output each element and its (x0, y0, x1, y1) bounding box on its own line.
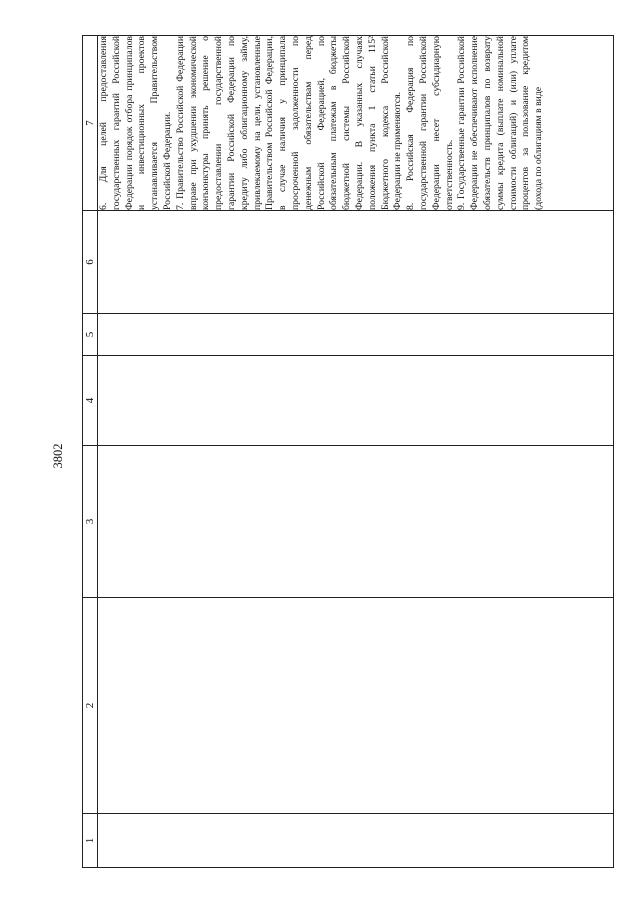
column-header: 7 (83, 36, 98, 211)
column-header: 4 (83, 356, 98, 446)
table-row (98, 36, 614, 868)
table-cell (98, 356, 614, 446)
table-cell (98, 446, 614, 598)
column-header: 2 (83, 598, 98, 814)
page-number: 3802 (51, 443, 65, 469)
paragraph-8: 8. Российская Федерация по государственной гарантии Российской Федерации несет субсидиарную ответственность. (405, 36, 455, 210)
table-cell (98, 598, 614, 814)
column-header: 3 (83, 446, 98, 598)
rotated-page (82, 36, 612, 868)
table-cell (98, 211, 614, 314)
paragraph-6: 6. Для целей предоставления государственных гарантий Российской Федерации порядок отбора принципалов и инвестиционных проектов устанавливается Правительством Российской Федерации. (98, 36, 173, 210)
column-header: 5 (83, 314, 98, 356)
column-header: 1 (83, 814, 98, 868)
paragraph-7: 7. Правительство Российской Федерации вправе при ухудшении экономической конъюнктуры принять решение о предоставлении государственной гарантии Российской Федерации по кредиту либо облигационному займу, привлекаемому на цели, установленные Правительством Российской Федерации, в случае наличия у принципала просроченной задолженности по денежным обязательствам перед Российской Федерацией, по обязательным платежам в бюджеты бюджетной системы Российской Федерации. В указанных случаях положения пункта 1 статьи 115² Бюджетного кодекса Российской Федерации не применяются. (174, 36, 404, 210)
paragraph-9: 9. Государственные гарантии Российской Федерации не обеспечивают исполнение обязательств принципалов по возврату суммы кредита (выплате номинальной стоимости облигаций) и (или) уплате процентов за пользование кредитом (дохода по облигациям в виде (456, 36, 545, 210)
column-header: 6 (83, 211, 98, 314)
table-header-row (83, 36, 98, 868)
conditions-cell (98, 36, 614, 211)
guarantees-table (82, 35, 614, 868)
table-cell (98, 314, 614, 356)
table-cell (98, 814, 614, 868)
